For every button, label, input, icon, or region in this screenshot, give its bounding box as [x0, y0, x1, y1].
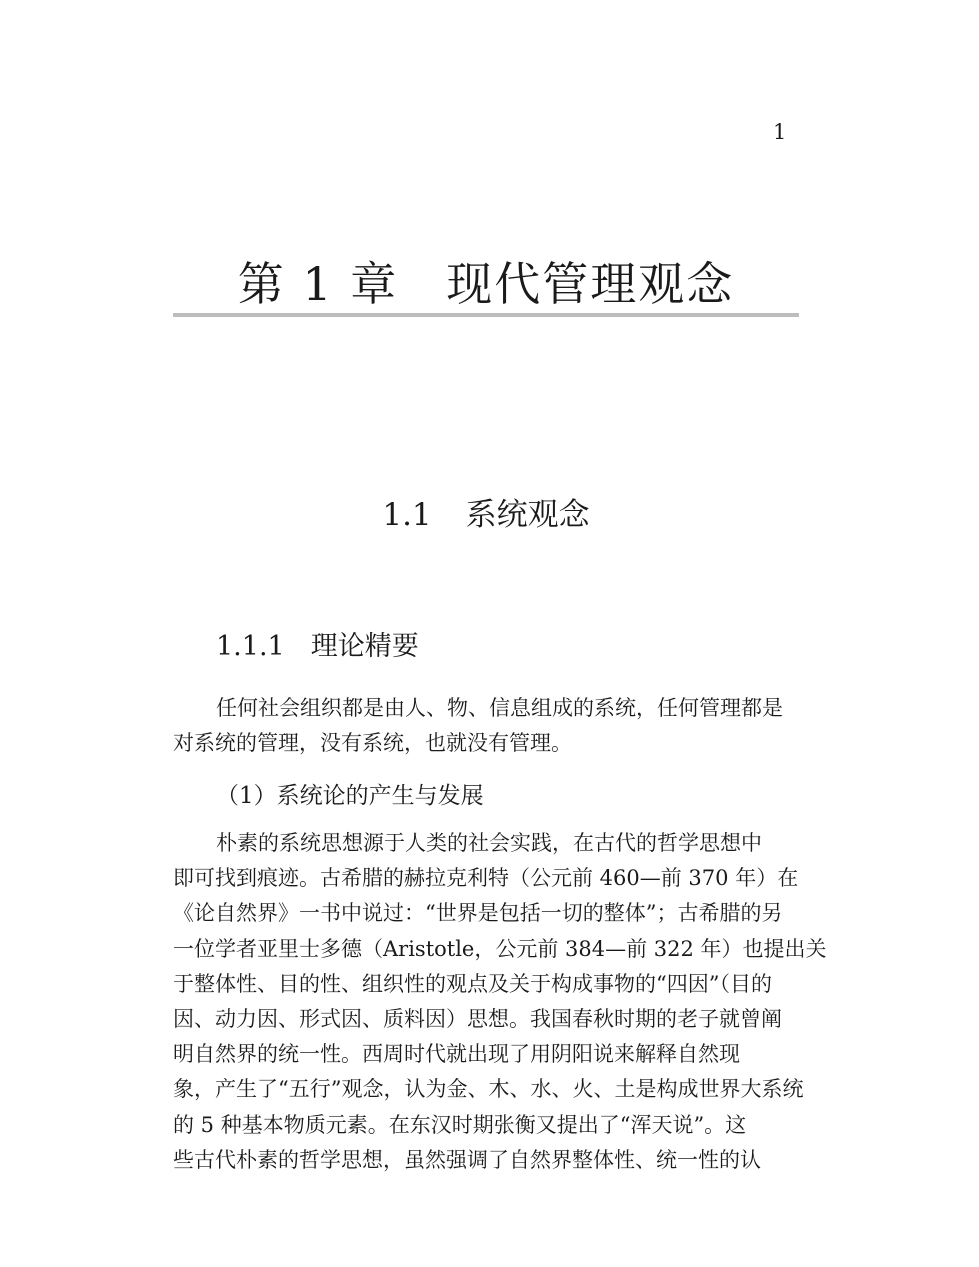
section-number: 1.1	[382, 497, 432, 533]
chapter-label: 第 1 章	[237, 257, 399, 311]
subsection-number: 1.1.1	[216, 631, 285, 662]
chapter-name: 现代管理观念	[446, 257, 735, 311]
section-name: 系统观念	[465, 497, 590, 533]
paragraph-line: 《论自然界》一书中说过：“世界是包括一切的整体”；古希腊的另	[173, 901, 783, 926]
paragraph-line: 明自然界的统一性。西周时代就出现了用阴阳说来解释自然现	[173, 1042, 740, 1067]
subsection-name: 理论精要	[310, 631, 419, 662]
paragraph-line: 任何社会组织都是由人、物、信息组成的系统，任何管理都是	[216, 696, 783, 720]
paragraph-line: 些古代朴素的哲学思想，虽然强调了自然界整体性、统一性的认	[173, 1147, 761, 1172]
section-title	[173, 489, 799, 534]
page-number: 1	[773, 120, 787, 144]
intro-paragraph	[173, 691, 803, 761]
body-paragraph	[173, 826, 827, 1178]
chapter-title	[173, 248, 799, 314]
subsection-title	[216, 624, 419, 663]
item-heading: （1）系统论的产生与发展	[216, 783, 484, 809]
paragraph-line: 于整体性、目的性、组织性的观点及关于构成事物的“四因”（目的	[173, 971, 772, 996]
paragraph-line: 因、动力因、形式因、质料因）思想。我国春秋时期的老子就曾阐	[173, 1007, 782, 1032]
paragraph-line: 即可找到痕迹。古希腊的赫拉克利特（公元前 460—前 370 年）在	[173, 866, 799, 891]
paragraph-line: 象，产生了“五行”观念，认为金、木、水、火、土是构成世界大系统	[173, 1077, 804, 1102]
paragraph-line: 的 5 种基本物质元素。在东汉时期张衡又提出了“浑天说”。这	[173, 1112, 747, 1137]
paragraph-line: 对系统的管理，没有系统，也就没有管理。	[173, 731, 572, 756]
paragraph-line: 一位学者亚里士多德（Aristotle，公元前 384—前 322 年）也提出关	[173, 936, 827, 961]
paragraph-line: 朴素的系统思想源于人类的社会实践，在古代的哲学思想中	[216, 831, 762, 855]
chapter-title-rule	[173, 313, 799, 317]
